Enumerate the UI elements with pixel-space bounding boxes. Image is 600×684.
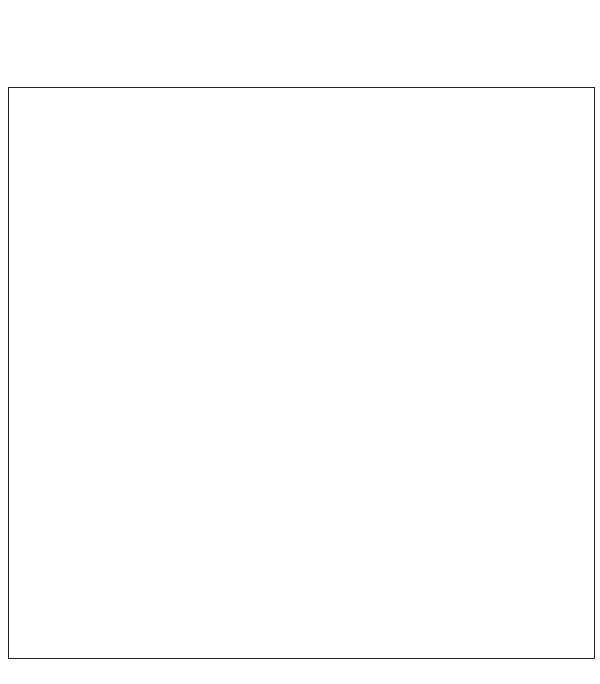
legend-table <box>8 87 595 659</box>
